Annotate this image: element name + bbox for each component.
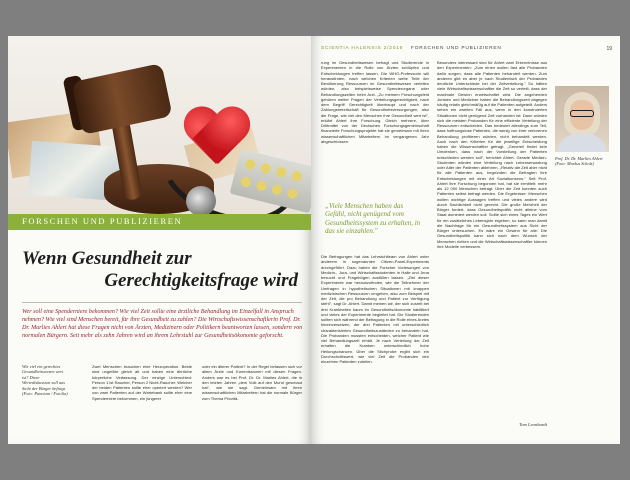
category-label: FORSCHEN UND PUBLIZIEREN (22, 216, 183, 226)
running-header (311, 46, 620, 56)
portrait-caption: Prof. Dr. Dr. Marlies Ahlert (Foto: Markus Scholz) (555, 156, 603, 167)
author-signature: Tom Leonhardt (519, 422, 547, 427)
body-column-2: oder ein älterer Patient? In der Regel befassen sich vor allem Ärzte und Kommissionen mit diesen Fragen. Anders war es bei Prof. Dr. Dr. Marlies Ahlert, die in den letzten Jahren „dem Volk auf den Mund geschaut hat", wie sie sagt. Gemeinsam mit ihren wissenschaftlichen Mitarbeitern hat die normale Bürger zum Thema Prioritä- (202, 364, 302, 401)
glasses-icon (570, 110, 594, 117)
journal-name: SCIENTIA HALENSIS 2/2015 (321, 46, 404, 51)
page-number: 19 (606, 46, 612, 52)
pull-quote: „Viele Menschen haben das Gefühl, nicht genügend vom Gesundheitssystem zu erhalten, in das sie einzahlen." (325, 202, 421, 236)
section-name: FORSCHEN UND PUBLIZIEREN (411, 46, 502, 51)
hero-image (8, 36, 311, 214)
body-column-3: rung im Gesundheitswesen befragt und Studierende in Experimenten in die Rolle von Ärzten schlüpfen und Entscheidungen treffen lassen. Die WHO-Professorin will herausfinden, nach welchen Kriterien weite Teile der Bevölkerung Ressourcen im Gesundheitswesen verteilen würden, also beispielsweise Spenderorgane oder Behandlungszeiten beim Arzt. „Zu meinem Forschungsfeld gehören weiter Fragen der Verteilungsgerechtigkeit, nach dem Begriff Gerechtigkeit überhaupt und nach der Zahlungsbereitschaft für Gesundheitsversorgungen, also die Frage, wie viel den Menschen ihre Gesundheit wert ist", erklärt Ahlert ihre Forschung. Gleich mehrere, über Drittmittel von der Deutschen Forschungsgemeinschaft finanzierte Forschungsprojekte hat sie gemeinsam mit ihren wissenschaftlichen Mitarbeitern im vergangenen Jahr abgeschlossen. (321, 60, 429, 144)
magazine-spread (8, 36, 620, 444)
right-page (311, 36, 620, 444)
image-caption: Wie viel ein gerechtes Gesundheitswesen wert ist? Diese Wertediskussion soll aus Sicht der Bürger befragt. (Foto: Punctum / Fotolia) (22, 364, 68, 397)
stethoscope-chestpiece-image (186, 186, 216, 214)
article-lead: Wer soll eine Spenderniere bekommen? Wie viel Zeit sollte eine ärztliche Behandlung im Einzelfall in Anspruch nehmen? Wie viel sind Menschen bereit, für ihre Gesundheit zu zahlen? Die Wirtschaftswissenschaftlerin Prof. Dr. Dr. Marlies Ahlert hat diese Fragen nicht von Ärzten, Medizinern oder Politikern beantworten lassen, sondern von normalen Bürgern. Seit mehr als zehn Jahren wird an ihrem Lehrstuhl zur Gesundheitsökonomie geforscht. (22, 309, 303, 340)
left-page (8, 36, 311, 444)
body-column-4: Besonders interessant sind für Ahlert zwei Erkenntnisse aus den Experimenten: „Zum einen wollen fast alle Probanden dafür sorgen, dass alle Patienten behandelt werden. Zum anderen gibt es aber je nach Studienfach der Probanden deutliche Unterschiede bei der Zeitverteilung." So hätten viele Wirtschaftswissenschaftler die Zeit so verteilt, dass der maximale Gewinn erwirtschaftet wird. Die angehenden Juristen und Mediziner haben die Behandlungszeit dagegen häufig relativ gleichmäßig auf die Patienten aufgeteilt. Anders sehen ein zweiten Fall aus, wenn in den konstruierten Situationen nicht genügend Zeit vorhanden ist: Dann würden sich die meisten Probanden für eine effiziente Verteilung der Ressourcen entscheiden. Das bedeutet allerdings zum Teil, dass hoffnungslose Patienten, die wenig von ihrer verlorenen Behandlung profitieren würden, nicht behandelt werden. Auch nach den Kriterien für die jeweilige Entscheidung haben die Wissenschaftler gefragt. „Generell findet kein Umdenken, dass nach der Vorstellung der Patienten entschieden werden soll", berichtet Ahlert. Gerade Medizin-Studenten würden eine Verteilung nach Lebenserwartung oder Alter der Patienten ablehnen. „Relativ die Zeit aber nicht für alle Patienten aus, begründen die Befragten ihre Entscheidungen mit einer Art Sozialkonsens." Seit Prof. Ahlert ihre Forschung begonnen hat, hat sie ermittelt: mehr als 12 000 Menschen befragt. Über die Zeit konnten auch Patienten selbst befragt werden. Die Ergebnisse: Menschen wollen wichtige Aussagen treffen und vieles andere wird durch Sachlichkeit nicht gerecht. Die große Mehrheit der Bürger fordert, dass Gesundheitspolitik nicht alleine vom Staat dominiert werden soll. Sollte sich eines Tages ein Wert für ein zusätzliches Lebensjahr ergeben, so kann man damit die Nachfrage für ein Gesundheitssystem aus Sicht der Bürger untersuchen. Es wäre ein Gewinn für alle: Die Gesundheitspolitik kann sich nach dem Wunsch der Menschen richten und die Wirtschaftswissenschaftler können ihre Modelle verbessern. (437, 60, 547, 249)
author-portrait (555, 86, 609, 152)
gavel-head-image (71, 63, 172, 135)
category-bar (8, 214, 311, 230)
body-column-3-continued: Die Befragungen hat das Lehrstuhlteam von Ahlert unter anderem in sogenannten Citizen-Panel-Experiments durchgeführt. Dazu haben die Forscher Vorlesungen von Medizin-, Jura- und Wirtschaftsstudenten in Halle und Jena besucht und Fragebögen ausfüllen lassen. „Ziel dieser Experimente war herauszufinden, wie die Teilnehmer der Umfragen in hypothetischen Situationen mit knappen medizinischen Ressourcen umgehen, also zum Beispiel mit der Zeit, die pro Behandlung und Patient zur Verfügung steht", sagt Dr. Ahlert. Damit meinen wir, der sich zurzeit bei drei Krankheiten kaum im Gesundheitsökonomie habilitiert und vieles der Experimente begleitet hat. Die Studierenden sollten sich während der Befragung in die Rolle eines Arztes hineinversetzen, der drei Patienten mit unterschiedlich charakterisierten Gesundheitszuständen zu behandeln hat. Die Probanden mussten entscheiden, welcher Patient wie viel Behandlungszeit erhält. Je nach Verteilung der Zeit erhalten die Kranken unterschiedlich hohe Heilungschancen. Über die Stichprobe ergibt sich ein Durchschnittswert, wie viel Zeit die Probanden den einzelnen Patienten zuteilen. (321, 254, 429, 364)
title-line-2: Gerechtigkeitsfrage wird (104, 270, 298, 291)
article-title (22, 248, 302, 292)
title-divider (22, 302, 302, 303)
body-column-1: Zwei Menschen brauchen eine Herzoperation. Beide sind ungefähr gleich alt und haben eine ähnliche körperliche Verfassung. Der einzige Unterschied: Person 1 ist Raucher, Person 2 Nicht-Raucher. Welcher der beiden Patienten sollte eher operiert werden? Wer von zwei Patienten auf der Wartebank sollte eher eine Spenderniere bekommen, ein jüngerer (92, 364, 192, 401)
title-line-1: Wenn Gesundheit zur (22, 248, 192, 269)
